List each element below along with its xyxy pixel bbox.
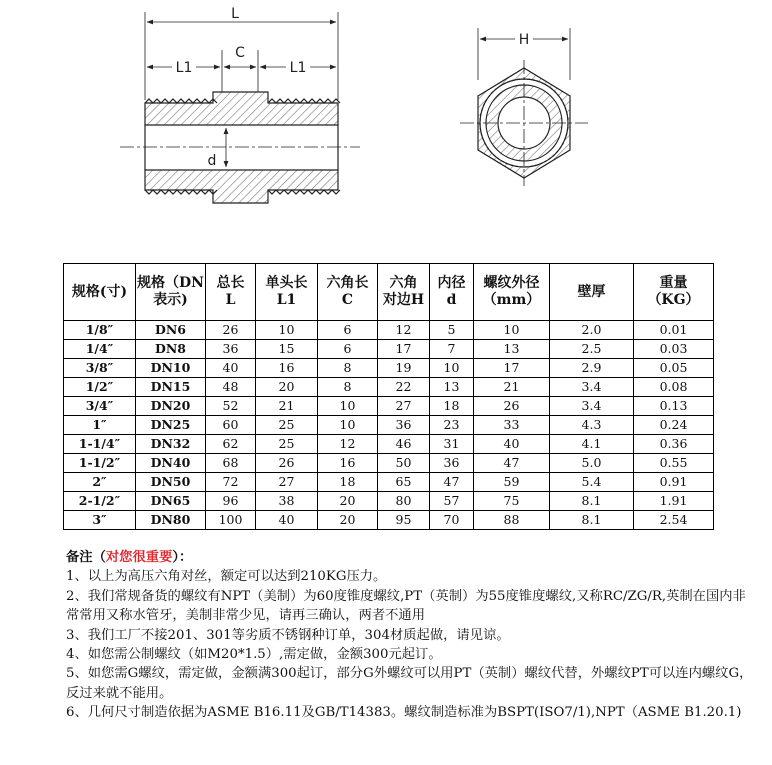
note-item: 3、我们工厂不接201、301等劣质不锈钢种订单，304材质起做，请见谅。 (66, 627, 510, 643)
table-cell: 52 (206, 397, 256, 416)
table-cell: 1/2″ (64, 378, 136, 397)
column-header-text: （mm） (482, 292, 541, 308)
column-header (474, 264, 550, 321)
column-header-text: L1 (276, 292, 297, 308)
side-view (120, 12, 360, 203)
note-item: 2、我们常规备货的螺纹有NPT（美制）为60度锥度螺纹,PT（英制）为55度锥度螺纹,又称RC/ZG/R,英制在国内非常常用又称水管牙，美制非常少见，请再三确认，两者不通用 (66, 588, 746, 624)
table-cell: 57 (430, 492, 474, 511)
table-cell: 5 (430, 321, 474, 340)
column-header (256, 264, 318, 321)
column-header-text: C (341, 292, 354, 308)
table-cell: 0.55 (634, 454, 714, 473)
end-view (460, 28, 588, 186)
column-header (430, 264, 474, 321)
table-cell: 8 (318, 378, 378, 397)
table-row (64, 473, 714, 492)
table-cell: 2.5 (550, 340, 634, 359)
table-cell: 4.3 (550, 416, 634, 435)
column-header (136, 264, 206, 321)
table-cell: 31 (430, 435, 474, 454)
table-cell: 5.4 (550, 473, 634, 492)
table-cell: 20 (318, 511, 378, 530)
table-cell: 40 (256, 511, 318, 530)
table-cell: 40 (474, 435, 550, 454)
table-cell: 20 (256, 378, 318, 397)
table-cell: 27 (256, 473, 318, 492)
table-cell: 8 (318, 359, 378, 378)
table-row (64, 359, 714, 378)
table-row (64, 378, 714, 397)
table-cell: 3/8″ (64, 359, 136, 378)
notes-section (66, 548, 756, 723)
table-cell: 48 (206, 378, 256, 397)
table-cell: DN40 (136, 454, 206, 473)
column-header (64, 264, 136, 321)
table-cell: 7 (430, 340, 474, 359)
table-cell: 10 (474, 321, 550, 340)
column-header-text: 螺纹外径 (483, 275, 540, 291)
column-header (634, 264, 714, 321)
table-cell: 2.0 (550, 321, 634, 340)
table-cell: 23 (430, 416, 474, 435)
note-item: 6、几何尺寸制造依据为ASME B16.11及GB/T14383。螺纹制造标准为BSPT(ISO7/1),NPT（ASME B1.20.1) (66, 705, 742, 721)
table-cell: 46 (378, 435, 430, 454)
table-cell: 26 (256, 454, 318, 473)
table-cell: DN32 (136, 435, 206, 454)
column-header-text: 六角长 (326, 275, 369, 291)
table-cell: 13 (474, 340, 550, 359)
table-cell: 36 (378, 416, 430, 435)
table-cell: 0.08 (634, 378, 714, 397)
table-cell: 0.01 (634, 321, 714, 340)
column-header-text: d (446, 292, 457, 308)
spec-table (63, 263, 714, 530)
column-header-text: 壁厚 (577, 283, 606, 300)
table-cell: 10 (256, 321, 318, 340)
table-cell: 65 (378, 473, 430, 492)
table-cell: 75 (474, 492, 550, 511)
table-row (64, 492, 714, 511)
column-header-text: 表示) (153, 292, 188, 308)
column-header-text: 规格（DN (137, 275, 204, 291)
table-cell: 18 (318, 473, 378, 492)
table-cell: DN15 (136, 378, 206, 397)
table-cell: 13 (430, 378, 474, 397)
table-cell: 38 (256, 492, 318, 511)
table-cell: DN25 (136, 416, 206, 435)
table-cell: 15 (256, 340, 318, 359)
table-cell: 17 (378, 340, 430, 359)
table-row (64, 321, 714, 340)
table-cell: DN80 (136, 511, 206, 530)
dim-d-label: d (207, 153, 217, 169)
note-item: 4、如您需公制螺纹（如M20*1.5）,需定做，金额300元起订。 (66, 647, 442, 663)
table-cell: 0.05 (634, 359, 714, 378)
table-row (64, 511, 714, 530)
column-header-text: 六角 (389, 275, 418, 291)
table-cell: 68 (206, 454, 256, 473)
table-row (64, 454, 714, 473)
table-cell: 3″ (64, 511, 136, 530)
table-cell: 22 (378, 378, 430, 397)
table-cell: 6 (318, 321, 378, 340)
table-cell: 12 (378, 321, 430, 340)
table-cell: 59 (474, 473, 550, 492)
table-cell: DN8 (136, 340, 206, 359)
table-cell: 72 (206, 473, 256, 492)
column-header (318, 264, 378, 321)
dim-C-label: C (235, 45, 245, 61)
table-cell: 27 (378, 397, 430, 416)
dim-L1-right-label: L1 (289, 60, 307, 76)
table-cell: 10 (318, 416, 378, 435)
table-cell: 95 (378, 511, 430, 530)
table-cell: 10 (430, 359, 474, 378)
table-cell: 1-1/2″ (64, 454, 136, 473)
table-cell: 16 (256, 359, 318, 378)
table-cell: DN10 (136, 359, 206, 378)
note-item: 1、以上为高压六角对丝，额定可以达到210KG压力。 (66, 569, 387, 585)
table-cell: 3.4 (550, 397, 634, 416)
table-cell: 16 (318, 454, 378, 473)
table-cell: 47 (474, 454, 550, 473)
table-cell: 26 (206, 321, 256, 340)
column-header-text: 重量 (659, 275, 688, 291)
table-cell: 1-1/4″ (64, 435, 136, 454)
table-cell: 0.24 (634, 416, 714, 435)
table-cell: 0.13 (634, 397, 714, 416)
table-cell: 100 (206, 511, 256, 530)
table-cell: 21 (256, 397, 318, 416)
notes-title-prefix: 备注（ (66, 550, 106, 565)
table-cell: 26 (474, 397, 550, 416)
table-cell: 2.54 (634, 511, 714, 530)
table-cell: 2.9 (550, 359, 634, 378)
table-cell: 1″ (64, 416, 136, 435)
technical-drawing (0, 0, 772, 255)
table-cell: 25 (256, 435, 318, 454)
column-header-text: 总长 (216, 275, 245, 291)
table-cell: 1/4″ (64, 340, 136, 359)
table-cell: 6 (318, 340, 378, 359)
note-item: 5、如您需G螺纹，需定做，金额满300起订，部分G外螺纹可以用PT（英制）螺纹代替，外螺纹PT可以连内螺纹G，反过来就不能用。 (66, 666, 753, 701)
table-body (64, 321, 714, 530)
table-cell: 0.36 (634, 435, 714, 454)
table-cell: 40 (206, 359, 256, 378)
table-cell: 96 (206, 492, 256, 511)
column-header (206, 264, 256, 321)
table-cell: 2-1/2″ (64, 492, 136, 511)
table-cell: 17 (474, 359, 550, 378)
column-header (378, 264, 430, 321)
table-cell: 3/4″ (64, 397, 136, 416)
table-cell: DN20 (136, 397, 206, 416)
table-cell: DN65 (136, 492, 206, 511)
table-cell: 60 (206, 416, 256, 435)
table-cell: 18 (430, 397, 474, 416)
table-cell: 8.1 (550, 492, 634, 511)
table-cell: 62 (206, 435, 256, 454)
table-cell: 50 (378, 454, 430, 473)
table-cell: 80 (378, 492, 430, 511)
table-cell: 8.1 (550, 511, 634, 530)
table-cell: 33 (474, 416, 550, 435)
column-header-text: （KG） (647, 292, 700, 308)
dim-L-label: L (231, 6, 239, 22)
table-cell: 47 (430, 473, 474, 492)
dim-H-label: H (518, 32, 530, 48)
column-header-text: 内径 (437, 275, 466, 291)
table-cell: 10 (318, 397, 378, 416)
notes-title-suffix: ）： (172, 550, 193, 565)
table-cell: 36 (206, 340, 256, 359)
column-header-text: 对边H (382, 292, 425, 308)
table-cell: 5.0 (550, 454, 634, 473)
table-cell: 88 (474, 511, 550, 530)
table-cell: 0.91 (634, 473, 714, 492)
column-header-text: 单头长 (265, 275, 308, 291)
table-cell: 1/8″ (64, 321, 136, 340)
table-cell: 25 (256, 416, 318, 435)
column-header (550, 264, 634, 321)
table-cell: 36 (430, 454, 474, 473)
table-cell: 4.1 (550, 435, 634, 454)
table-row (64, 435, 714, 454)
table-cell: 70 (430, 511, 474, 530)
table-cell: 21 (474, 378, 550, 397)
table-cell: 2″ (64, 473, 136, 492)
table-row (64, 416, 714, 435)
table-cell: 1.91 (634, 492, 714, 511)
column-header-text: 规格(寸) (71, 283, 128, 300)
table-cell: 12 (318, 435, 378, 454)
table-cell: 19 (378, 359, 430, 378)
table-cell: DN6 (136, 321, 206, 340)
notes-title-emphasis: 对您很重要 (105, 550, 173, 565)
table-cell: 0.03 (634, 340, 714, 359)
table-cell: DN50 (136, 473, 206, 492)
table-header-row (64, 264, 714, 321)
table-cell: 3.4 (550, 378, 634, 397)
notes-title (66, 548, 756, 567)
column-header-text: L (225, 292, 236, 308)
table-row (64, 340, 714, 359)
table-cell: 20 (318, 492, 378, 511)
dim-L1-left-label: L1 (175, 60, 193, 76)
table-row (64, 397, 714, 416)
